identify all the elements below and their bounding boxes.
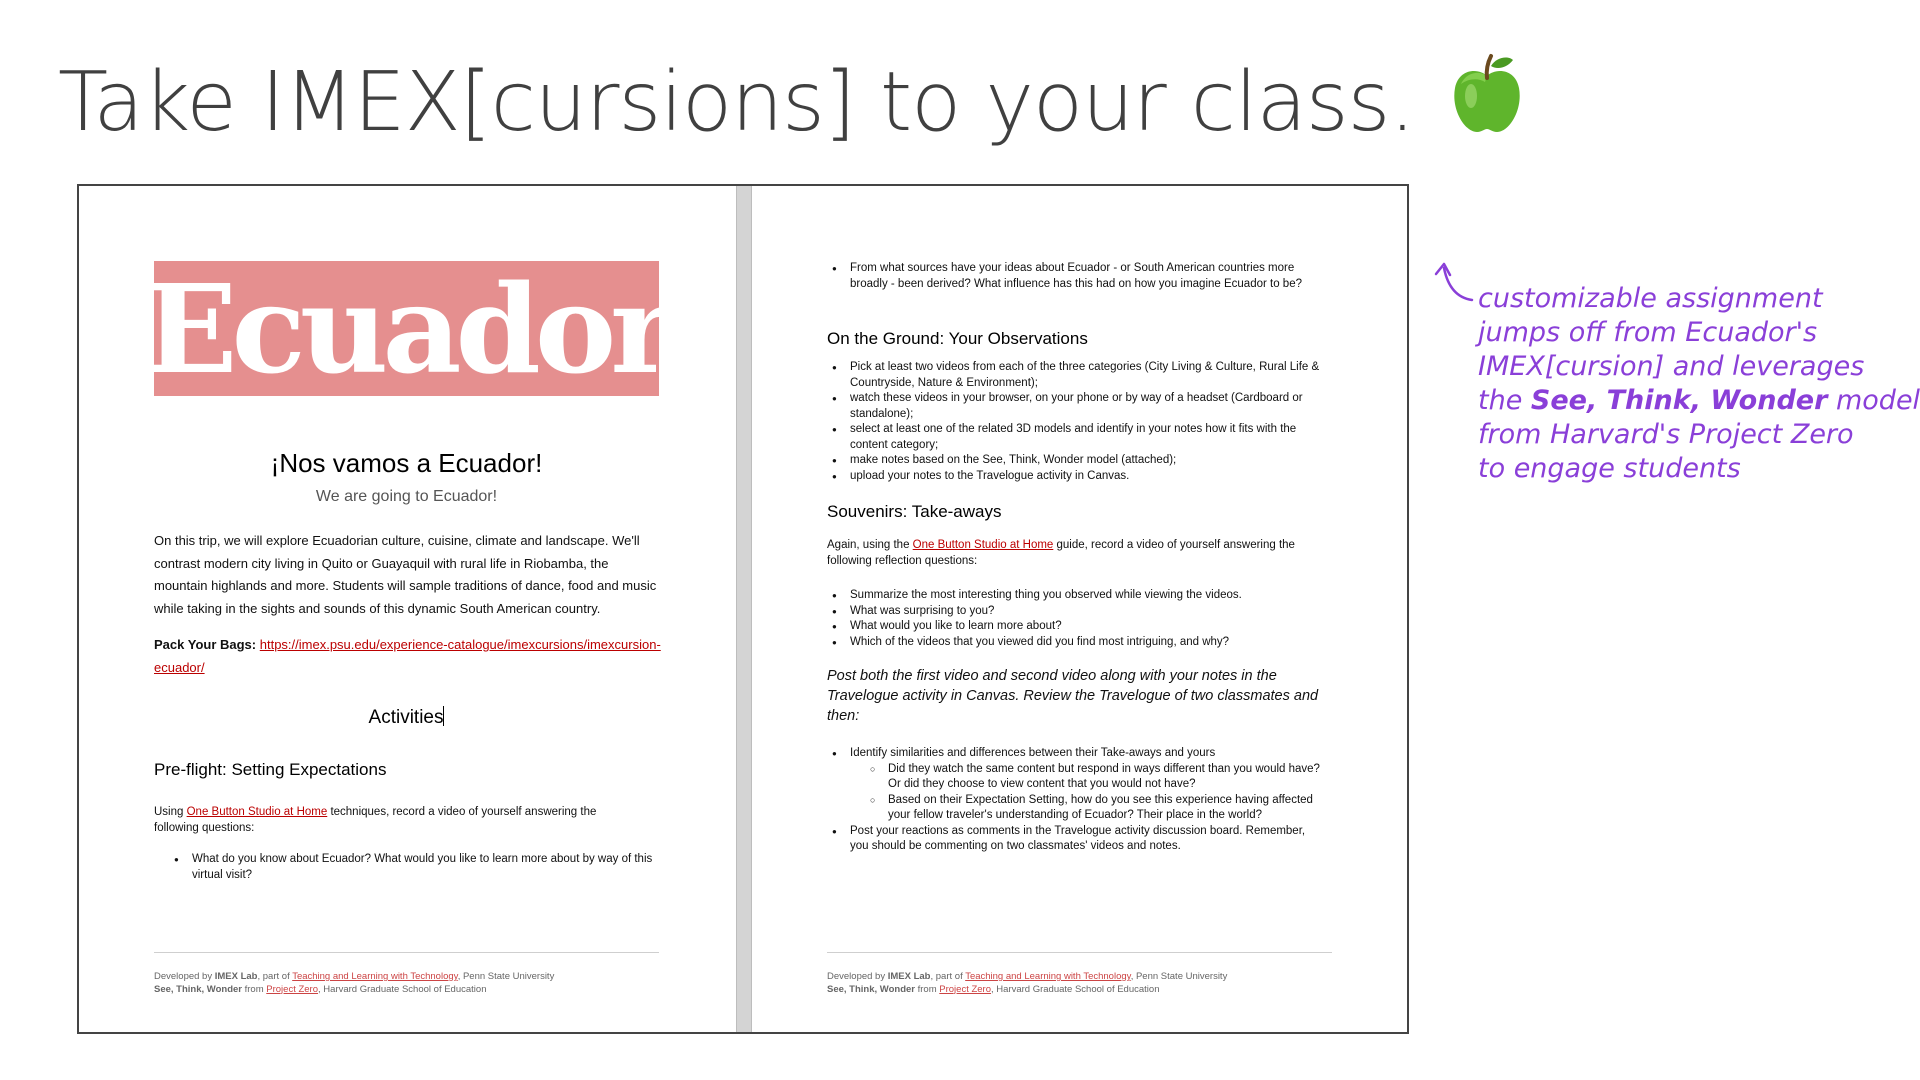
annotation-line: jumps off from Ecuador's [1478, 317, 1818, 348]
list-item: ● watch these videos in your browser, on your phone or by way of a headset (Cardboard or standalone); [812, 391, 1322, 422]
list-item: ● From what sources have your ideas about Ecuador - or South American countries more broadly - been derived? What influence has this had on how you imagine Ecuador to be? [812, 261, 1322, 292]
ground-bullets [812, 360, 1322, 484]
intro-paragraph: On this trip, we will explore Ecuadorian culture, cuisine, climate and landscape. We'll contrast modern city living in Quito or Guayaquil with rural life in Riobamba, the mountain highlands and more. Students will sample traditions of dance, food and music while taking in the sights and sounds of this dynamic South American country. [154, 533, 657, 616]
footer-divider [154, 952, 659, 953]
see-think-wonder-emphasis: See, Think, Wonder [1530, 385, 1828, 416]
list-item: ● Which of the videos that you viewed did you find most intriguing, and why? [812, 635, 1322, 651]
list-item: ● Summarize the most interesting thing you observed while viewing the videos. [812, 588, 1322, 604]
pack-bags-link[interactable]: https://imex.psu.edu/experience-catalogue/imexcursions/imexcursion-ecuador/ [154, 637, 661, 675]
souvenirs-heading: Souvenirs: Take-aways [827, 502, 1002, 521]
list-item: ● What do you know about Ecuador? What would you like to learn more about by way of this virtual visit? [154, 852, 654, 883]
footer-divider [827, 952, 1332, 953]
annotation-line: from Harvard's Project Zero [1478, 419, 1854, 450]
pack-bags-label: Pack Your Bags: [154, 637, 257, 652]
annotation-callout [1478, 282, 1918, 486]
list-item: ● Pick at least two videos from each of the three categories (City Living & Culture, Rural Life & Countryside, Nature & Environment); [812, 360, 1322, 391]
project-zero-link[interactable]: Project Zero [266, 983, 319, 995]
ground-heading: On the Ground: Your Observations [827, 329, 1088, 348]
tlt-link[interactable]: Teaching and Learning with Technology [292, 971, 458, 982]
footer-line-1: Developed by IMEX Lab, part of Teaching and Learning with Technology, Penn State University [154, 971, 555, 982]
doc-subheading: We are going to Ecuador! [315, 488, 498, 505]
sub-bullets [850, 762, 1322, 824]
souvenirs-bullets [812, 588, 1322, 650]
list-item: ● upload your notes to the Travelogue activity in Canvas. [812, 469, 1322, 485]
text-cursor [443, 706, 444, 726]
tlt-link[interactable]: Teaching and Learning with Technology [965, 971, 1131, 982]
post-instructions: Post both the first video and second video along with your notes in the Travelogue activity in Canvas. Review the Travelogue of two classmates and then: [827, 668, 1319, 724]
annotation-line: the See, Think, Wonder model [1478, 385, 1920, 416]
footer-left [154, 971, 554, 996]
final-bullets [812, 746, 1322, 855]
list-item: ● Identify similarities and differences between their Take-aways and yours ○ Did they watch the same content but respond in ways different than you would have? Or did they choose to view content that you would not have? ○ Based on their Expectation Setting, how do you see this experience having affected your fellow traveler's understanding of Ecuador? Their place in the world? [812, 746, 1322, 824]
list-item: ● make notes based on the See, Think, Wonder model (attached); [812, 453, 1322, 469]
list-item: ● select at least one of the related 3D models and identify in your notes how it fits with the content category; [812, 422, 1322, 453]
slide-title [58, 52, 1525, 156]
sub-list-item: ○ Based on their Expectation Setting, how do you see this experience having affected your fellow traveler's understanding of Ecuador? Their place in the world? [850, 793, 1322, 824]
green-apple-icon [1449, 52, 1525, 156]
annotation-line: IMEX[cursion] and leverages [1478, 351, 1865, 382]
activities-heading-text: Activities [368, 707, 444, 728]
preflight-bullets [154, 852, 654, 883]
footer-line-2: See, Think, Wonder from Project Zero, Harvard Graduate School of Education [154, 983, 487, 995]
footer-line-2: See, Think, Wonder from Project Zero, Harvard Graduate School of Education [827, 983, 1160, 995]
preflight-heading: Pre-flight: Setting Expectations [154, 760, 387, 779]
project-zero-link[interactable]: Project Zero [939, 983, 992, 995]
list-item: ● What would you like to learn more about? [812, 619, 1322, 635]
banner-text: Ecuador [144, 256, 669, 401]
ecuador-banner [144, 256, 669, 401]
curved-arrow-icon [1428, 258, 1478, 311]
souvenirs-link[interactable]: One Button Studio at Home [912, 539, 1054, 551]
footer-right [827, 971, 1227, 996]
activities-heading [154, 706, 659, 729]
pack-bags-paragraph [154, 634, 664, 679]
footer-line-1: Developed by IMEX Lab, part of Teaching and Learning with Technology, Penn State University [827, 971, 1228, 982]
sub-list-item: ○ Did they watch the same content but respond in ways different than you would have? Or did they choose to view content that you would not have? [850, 762, 1322, 793]
page-gutter [736, 186, 752, 1032]
annotation-line: to engage students [1478, 453, 1741, 484]
preflight-suffix: techniques, record a video of yourself answering the following questions: [154, 806, 597, 834]
preflight-link[interactable]: One Button Studio at Home [186, 806, 328, 818]
list-item: ● What was surprising to you? [812, 604, 1322, 620]
top-bullets [812, 261, 1322, 292]
preflight-paragraph [154, 805, 644, 836]
list-item: ● Post your reactions as comments in the Travelogue activity discussion board. Remember, you should be commenting on two classmates' videos and notes. [812, 824, 1322, 855]
document-preview [77, 184, 1409, 1034]
document-page-right [752, 186, 1409, 1032]
annotation-line: customizable assignment [1478, 283, 1823, 314]
souvenirs-paragraph: Again, using the One Button Studio at Home guide, record a video of yourself answering the following reflection questions: [827, 539, 1295, 567]
preflight-prefix: Using [154, 806, 187, 818]
doc-heading: ¡Nos vamos a Ecuador! [270, 448, 543, 478]
document-page-left [79, 186, 736, 1032]
slide-title-text: Take IMEX[cursions] to your class. [58, 55, 1415, 150]
